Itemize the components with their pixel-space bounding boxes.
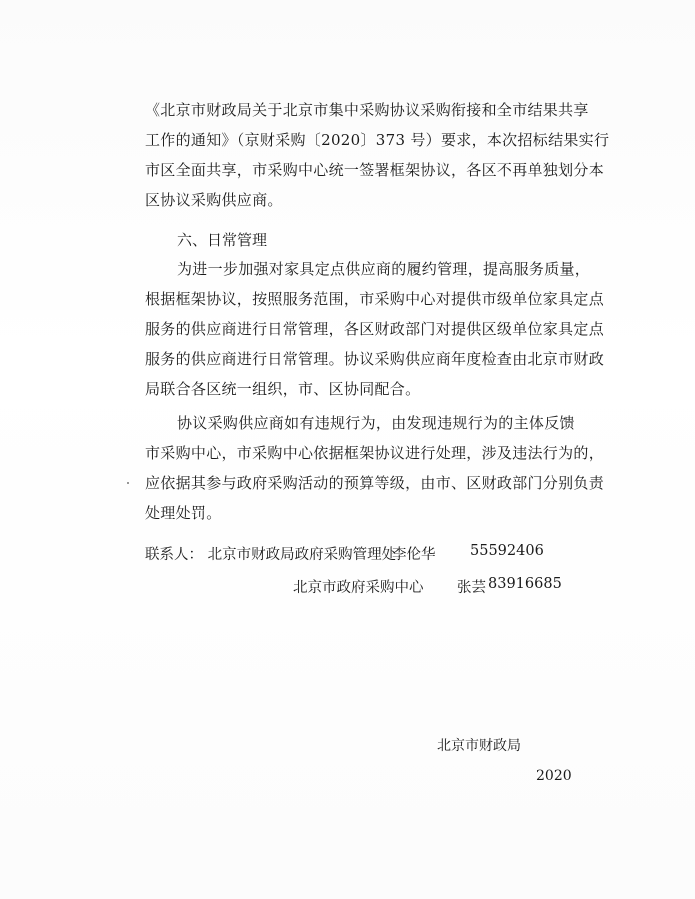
text-line: 服务的供应商进行日常管理。协议采购供应商年度检查由北京市财政 bbox=[145, 350, 605, 368]
text-line: 协议采购供应商如有违规行为，由发现违规行为的主体反馈 bbox=[177, 414, 575, 432]
contact-phone-2: 83916685 bbox=[488, 576, 562, 592]
text-line: 为进一步加强对家具定点供应商的履约管理，提高服务质量， bbox=[177, 260, 591, 278]
text-line: 市采购中心，市采购中心依据框架协议进行处理，涉及违法行为的， bbox=[145, 444, 605, 462]
text-line: 处理处罚。 bbox=[145, 504, 222, 522]
text-line: 《北京市财政局关于北京市集中采购协议采购衔接和全市结果共享 bbox=[145, 101, 589, 119]
text-line: 工作的通知》（京财采购〔2020〕373 号）要求，本次招标结果实行 bbox=[145, 131, 610, 149]
text-line: 区协议采购供应商。 bbox=[145, 191, 283, 209]
contact-name-1: 李伦华 bbox=[392, 547, 436, 563]
section-heading: 六、日常管理 bbox=[177, 231, 268, 249]
contact-phone-1: 55592406 bbox=[470, 543, 544, 559]
text-line: 市区全面共享，市采购中心统一签署框架协议，各区不再单独划分本 bbox=[145, 161, 605, 179]
text-line: 根据框架协议，按照服务范围，市采购中心对提供市级单位家具定点 bbox=[145, 290, 605, 308]
scan-speck bbox=[127, 482, 129, 484]
text-line: 应依据其参与政府采购活动的预算等级，由市、区财政部门分别负责 bbox=[145, 474, 605, 492]
issuer-signature: 北京市财政局 bbox=[437, 738, 521, 754]
paragraph-daily-management bbox=[145, 254, 605, 404]
text-line: 服务的供应商进行日常管理，各区财政部门对提供区级单位家具定点 bbox=[145, 320, 605, 338]
contact-name-2: 张芸 bbox=[457, 580, 486, 596]
paragraph-notice-reference bbox=[145, 95, 610, 215]
contact-label: 联系人： bbox=[145, 547, 203, 563]
contact-line-1 bbox=[145, 543, 396, 564]
contact-org-2: 北京市政府采购中心 bbox=[293, 580, 424, 596]
contact-org-1: 北京市财政局政府采购管理处 bbox=[207, 547, 397, 563]
paragraph-violations bbox=[145, 408, 605, 528]
issue-year: 2020 bbox=[536, 768, 572, 784]
text-line: 局联合各区统一组织，市、区协同配合。 bbox=[145, 380, 421, 398]
